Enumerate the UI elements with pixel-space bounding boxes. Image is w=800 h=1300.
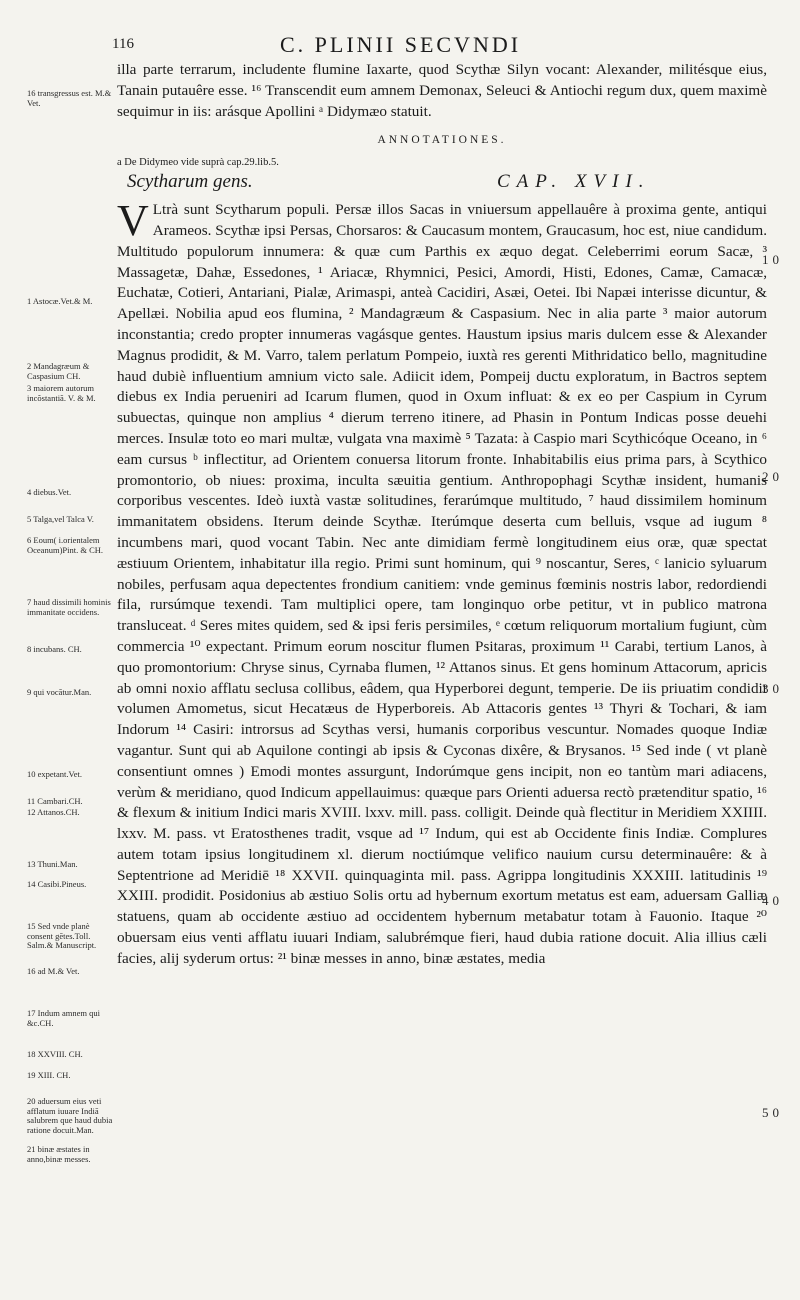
margin-notes <box>27 0 115 1300</box>
margin-note: 17 Indum amnem qui &c.CH. <box>27 1008 100 1028</box>
chapter-title: Scytharum gens. <box>127 171 253 193</box>
annotations-heading: ANNOTATIONES. <box>377 134 507 147</box>
margin-note: 2 Mandagræum & Caspasium CH. <box>27 361 90 381</box>
margin-note: 18 XXVIII. CH. <box>27 1049 83 1059</box>
margin-note: 12 Attanos.CH. <box>27 807 80 817</box>
chapter-body-text: Ltrà sunt Scytharum populi. Persæ illos Sacas in vniuersum appellauêre à proxima gente, antiqui Arameos. Scythæ ipsi Persas, Chorsaros: & Caucasum montem, Graucasum, hoc est, niue candidum. Multitudo populorum innumera: & quæ cum Parthis ex æquo degat. Celeberrimi eorum Sacæ, ³ Massagetæ, Dahæ, Essedones, ¹ Ariacæ, Rhymnici, Pesici, Amordi, Histi, Edones, Camæ, Camacæ, Euchatæ, Cotieri, Antariani, Pialæ, Arimaspi, anteà Cacidiri, Asæi, Oetei. Ibi Napæi interisse dicuntur, & Apellæi. Nobilia apud eos flumina, ² Mandagræum & Caspasium. Nec in alia parte ³ maior autorum inconstantia; credo propter innumeras vagásque gentes. Haustum ipsius maris dulcem esse & Alexander Magnus prodidit, & M. Varro, talem perlatum Pompeio, iuxtà res gerenti Mithridatico bello, magnitudine haud dubiè influentium amnium victo sale. Adiicit idem, Pompeij ductu exploratum, in Bactros septem diebus ex India perueniri ad Icarum flumen, quod in Oxum influat: & ex eo per Caspium in Cyrum subuectas, quinque non amplius ⁴ dierum terreno itinere, ad Phasin in Pontum Indicas posse deuehi merces. Insulæ toto eo mari multæ, vulgata vna maximè ⁵ Tazata: à Caspio mari Scythicóque Oceano, in ⁶ eam cursus ᵇ inflectitur, ad Orientem conuersa litorum fronte. Inhabitabilis eius prima pars, à Scythico promontorio, ob niues: proxima, inculta sæuitia gentium. Anthropophagi Scythæ insident, humanis corporibus vescentes. Ideò iuxtà vastæ solitudines, ferarúmque multitudo, ⁷ haud dissimilem hominum immanitatem obsidens. Iterum deinde Scythæ. Iterúmque deserta cum belluis, vsque ad iugum ⁸ incumbens mari, quod vocant Tabin. Nec ante dimidiam fermè longitudinem eius oræ, quæ spectat æstiuum Orientem, inhabitatur illa regio. Primi sunt hominum, qui ⁹ noscantur, Seres, ᶜ lanicio syluarum nobiles, perfusam aqua depectentes frondium canitiem: vnde geminus fœminis nostris labor, redordiendi fila, rursúmque texendi. Tam multiplici opere, tam longinquo orbe petitur, vt in publico matrona transluceat. ᵈ Seres mites quidem, sed & ipsi feris persimiles, ᵉ cœtum reliquorum mortalium fugiunt, cùm commercia ¹⁰ expectant. Primum eorum noscitur flumen Psitaras, proximum ¹¹ Carabi, tertium Lanos, à quo promontorium: Chryse sinus, Cyrnaba flumen, ¹² Attanos sinus. Et gens hominum Attacorum, apricis ab omni noxio afflatu seclusa collibus, eâdem, qua Hyperborei degunt, temperie. De iis priuatim condidit volumen Amometus, sicut Hecatæus de Hyperboreis. Ab Attacoris gentes ¹³ Thyri & Tochari, & iam Indorum ¹⁴ Casiri: introrsus ad Scythas versi, humanis corporibus vescuntur. Nomades quoque Indiæ vagantur. Sunt qui ab Aquilone contingi ab ipsis & Cyconas dixêre, & Brysanos. ¹⁵ Sed inde ( vt planè consentiunt omnes ) Emodi montes assurgunt, Indorúmque gens incipit, non eo tantùm mari adiacens, verùm & meridiano, quod Indicum appellauimus: quæque pars Orienti aduersa rectò prætenditur spatio, ¹⁶ & flexum & initium Indici maris XVIII. lxxv. mill. pass. colligit. Deinde quà flectitur in Meridiem XXIIII. lxxv. M. pass. vt Eratosthenes tradit, vsque ad ¹⁷ Indum, qui est ab Occidente finis Indiæ. Complures autem totam ipsius longitudinem xl. dierum noctiúmque velifico nauium cursu determinauêre: & à Septentrione ad Meridiē ¹⁸ XXVII. quinquaginta mil. pass. Agrippa longitudinis XXXIII. latitudinis ¹⁹ XXIII. prodidit. Posidonius ab æstiuo Solis ortu ad hybernum exortum metatus est eam, aduersam Galliæ statuens, quam ab occidente æstiuo ad occidentem hybernum metabatur totam à Fauonio. Itaque ²⁰ obuersam eius venti afflatu iuuari Indiam, salubrémque fieri, haud dubia ratione docuit. Alia illius cæli facies, alij syderum ortus: ²¹ binæ messes in anno, binæ æstates, media <box>117 201 767 967</box>
top-paragraph: illa parte terrarum, includente flumine Iaxarte, quod Scythæ Silyn vocant: Alexander, militésque eius, Tanain putauêre esse. ¹⁶ Transcendit eum amnem Demonax, Seleuci & Antiochi regum dux, quem maximè sequimur in iis: arásque Apollini ᵃ Didymæo statuit. <box>117 61 767 120</box>
margin-note: 16 ad M.& Vet. <box>27 966 80 976</box>
line-number: 40 <box>762 893 783 908</box>
chapter-heading <box>117 170 767 198</box>
margin-note: 16 transgressus est. M.& Vet. <box>27 88 112 108</box>
margin-note: 1 Astocæ.Vet.& M. <box>27 296 93 306</box>
margin-note: 6 Eoum( i.orientalem Oceanum)Pint. & CH. <box>27 535 104 555</box>
chapter-body <box>117 196 767 969</box>
line-number: 30 <box>762 681 783 696</box>
main-text-block <box>117 60 767 970</box>
margin-note: 7 haud dissimili hominis immanitate occidens. <box>27 597 111 617</box>
margin-note: 3 maiorem autorum incõstantiã. V. & M. <box>27 383 96 403</box>
chapter-number: CAP. XVII. <box>497 171 651 193</box>
margin-note: 20 aduersum eius veti afflatum iuuare Indiā salubrem que haud dubia ratione docuit.Man. <box>27 1096 113 1135</box>
margin-note: 14 Casibi.Pineus. <box>27 879 87 889</box>
page-number: 116 <box>112 36 134 52</box>
margin-note: 5 Talga,vel Talca V. <box>27 514 94 524</box>
drop-cap: V <box>117 196 149 246</box>
margin-note: 8 incubans. CH. <box>27 644 82 654</box>
margin-note: 4 diebus.Vet. <box>27 487 72 497</box>
annotation-line: a De Didymeo vide suprà cap.29.lib.5. <box>117 157 279 169</box>
margin-note: 11 Cambari.CH. <box>27 796 83 806</box>
line-number: 50 <box>762 1105 783 1120</box>
margin-note: 15 Sed vnde planè consent gētes.Toll. Salm.& Manuscript. <box>27 921 97 950</box>
line-number: 20 <box>762 469 783 484</box>
margin-note: 9 qui vocātur.Man. <box>27 687 92 697</box>
margin-note: 13 Thuni.Man. <box>27 859 78 869</box>
margin-note: 10 expetant.Vet. <box>27 769 82 779</box>
margin-note: 21 binæ æstates in anno,binæ messes. <box>27 1144 91 1164</box>
margin-note: 19 XIII. CH. <box>27 1070 71 1080</box>
line-number: 10 <box>762 252 783 267</box>
running-title: C. PLINII SECVNDI <box>280 32 522 57</box>
running-head <box>0 32 800 60</box>
